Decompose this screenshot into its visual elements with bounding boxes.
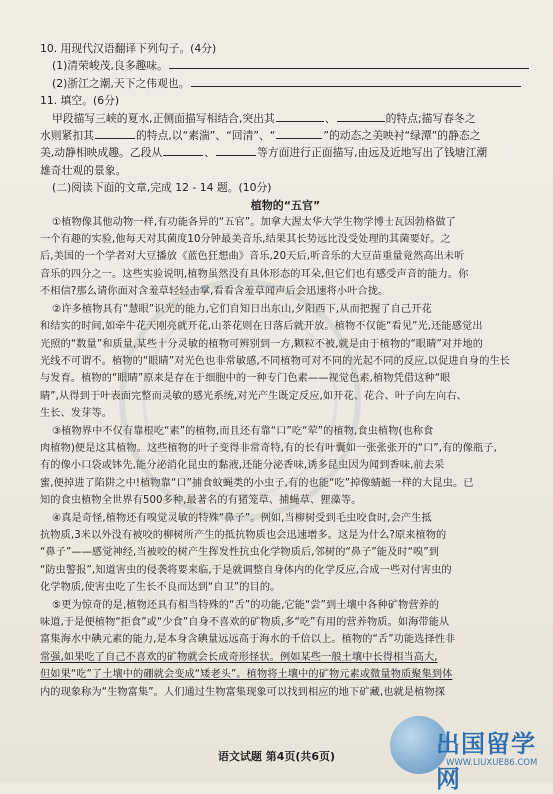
- article-line: 味道,于是便植物“拒食”或“少食”自身不喜欢的矿物质,多“吃”有用的营养物质。如海带能从: [40, 617, 450, 628]
- article-line: 知的食虫植物全世界有500多种,最著名的有猪笼草、捕蝇草、狸藻等。: [40, 495, 362, 507]
- article-line: 光线不可谓不。植物的“眼睛”对光色也非常敏感,不同植物可对不同的光起不同的反应,以促进自身的生长: [40, 355, 511, 367]
- article-line: 和结实的时间,如牵牛花天刚亮就开花,山茶花则在日落后就开放。植物不仅能“看见”光,还能感觉出: [40, 321, 483, 333]
- fill-blank: [276, 110, 324, 122]
- article-line: 与发育。植物的“眼睛”原来是存在于细胞中的一种专门色素——视觉色素,植物凭借这种“眼: [40, 373, 451, 385]
- fill-blank: [216, 144, 256, 156]
- article-line: 一个有趣的实验,他每天对其菌度10分钟最美音乐,结果其长势远比没受处理的其菌要好。之: [40, 234, 451, 246]
- watermark-logo-text: 出国留学网: [436, 730, 536, 793]
- article-line: 音乐的四分之一。这些实验说明,植物虽然没有具体形态的耳朵,但它们也有感受声音的能力。你: [40, 268, 469, 280]
- q11-line-4: 雄奇壮观的景象。: [40, 163, 127, 177]
- page-footer: 语文试题 第4页(共6页): [217, 750, 336, 763]
- answer-line: [169, 57, 529, 69]
- q11-title: 11. 填空。(6分): [40, 94, 120, 108]
- article-line: ①植物像其他动物一样,有功能各异的“五官”。加拿大渥太华大学生物学博士瓦因勃格做了: [52, 216, 456, 228]
- q11-line-1: 甲段描写三峡的夏水,正侧面描写相结合,突出其 、 的特点;描写春冬之: [52, 111, 476, 125]
- q10-sentence-1: (1)清荣峻茂,良多趣味。: [40, 57, 531, 74]
- article-line: 后,美国的一个学者对大豆播放《蓝色狂想曲》音乐,20天后,听音乐的大豆苗重量竟然高出未听: [40, 251, 465, 263]
- q11-line-3: 美,动静相映成趣。乙段从 、 等方面进行正面描写,由远及近地写出了钱塘江潮: [40, 146, 488, 160]
- fill-blank: [163, 144, 203, 156]
- article-body: [40, 214, 531, 701]
- fill-blank: [337, 110, 385, 122]
- article-line: ③植物界中不仅有靠根吃“素”的植物,而且还有靠“口”吃“荤”的植物,食虫植物(也称食: [52, 425, 434, 437]
- article-line: 光照的“数量”和质量,某些十分灵敏的植物可辨别到一方,颗粒不被,就是由于植物的“眼睛”对并地的: [40, 338, 484, 350]
- q11-line-2: 水则紧扣其 的特点,以“素湍”、“回清”、“ ”的动态之美映衬“绿潭”的静态之: [40, 129, 481, 143]
- article-line: 内的现象称为“生物富集”。人们通过生物富集现象可以找到相应的地下矿藏,也就是植物探: [40, 686, 446, 698]
- q10-sentence-2: (2)浙江之潮,天下之伟观也。: [40, 75, 531, 92]
- article-line: 睛”,从得到于叶表面完整而灵敏的感光系统,对光产生既定反应,如开花、花合、叶子向左向右、: [40, 390, 467, 402]
- answer-line: [191, 75, 521, 87]
- article-title: 植物的“五官”: [250, 198, 321, 212]
- q10-title: 10. 用现代汉语翻译下列句子。(4分): [40, 42, 217, 55]
- article-line: ④真是奇怪,植物还有嗅觉灵敏的特殊“鼻子”。例如,当柳树受到毛虫咬食时,会产生抵: [52, 512, 432, 524]
- article-line: 有的像小口袋或钵先,能分泌消化昆虫的黏液,还能分泌香味,诱多昆虫因为闻到香味,前去采: [40, 460, 445, 472]
- article-line: 生长、发芽等。: [40, 408, 113, 420]
- article-line-underlined: 但如果“吃”了土壤中的硼就会变成“矮老头”。植物将土壤中的矿物元素或微量物质聚集到体: [40, 669, 453, 681]
- article-line: “鼻子”——感觉神经,当被咬的树产生挥发性抗虫化学物质后,邻树的“鼻子”能及时“嗅”到: [40, 547, 440, 559]
- article-line: ⑤更为惊奇的是,植物还具有相当特殊的“舌”的功能,它能“尝”到土壤中各种矿物营养的: [52, 599, 440, 611]
- watermark-url: WWW.LIUXUE86.COM: [446, 758, 538, 768]
- article-line-underlined: 常强,如果吃了自己不喜欢的矿物就会长成奇形怪状。例如某些一般土壤中长得相当高大,: [40, 651, 438, 663]
- article-line: 抗物质,3米以外没有被咬的柳树所产生的抵抗物质也会迅速增多。这是为什么?原来植物的: [40, 529, 447, 541]
- article-line: “防虫警报”,知道害虫的侵袭将要来临,于是就调整自身体内的化学反应,合成一些对付害虫的: [40, 564, 452, 576]
- fill-blank: [95, 127, 135, 139]
- site-watermark: [390, 716, 550, 793]
- article-line: 化学物质,使害虫吃了生长不良而达到“自卫”的目的。: [40, 582, 281, 594]
- fill-blank: [276, 127, 322, 139]
- article-line: ②许多植物具有“慧眼”识光的能力,它们自知日出东山,夕阳西下,从而把握了自己开花: [52, 303, 432, 315]
- article-line: 蜜,便掉进了陷阱之中!植物靠“口”捕食蚊蝇类的小虫子,有的也能“吃”掉像蜻蜓一样的大昆虫。已: [40, 477, 474, 489]
- article-line: 富集海水中碘元素的能力,是本身含碘量远远高于海水的千倍以上。植物的“舌”功能选择性非: [40, 634, 456, 646]
- reading-section-heading: (二)阅读下面的文章,完成 12 - 14 题。(10分): [52, 181, 272, 195]
- page-content: [40, 40, 531, 701]
- article-line: 不相信?那么请你面对含羞草轻轻击掌,看看含羞草闻声后会迅速将小叶合拢。: [40, 286, 389, 298]
- article-line: 肉植物)便是这其植物。这些植物的叶子变得非常奇特,有的长有叶囊如一张张张开的“口”,有的像瓶子,: [40, 442, 497, 454]
